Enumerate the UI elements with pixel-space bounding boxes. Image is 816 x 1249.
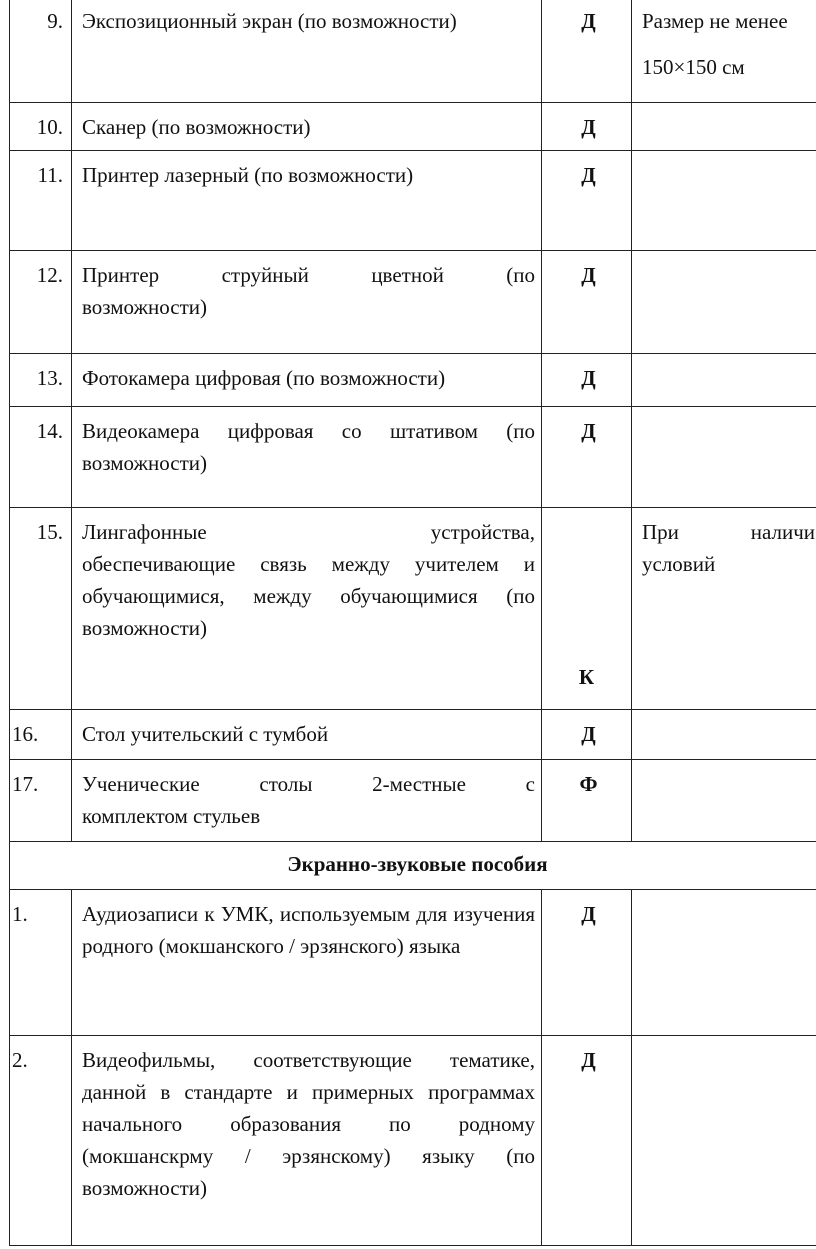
item-code: Д	[542, 151, 632, 251]
item-name	[72, 407, 542, 508]
item-name: Аудиозаписи к УМК, используемым для изучения родного (мокшанского / эрзянского) языка	[72, 890, 542, 1036]
item-code: Д	[542, 251, 632, 354]
equipment-table	[9, 0, 816, 1246]
item-name	[72, 251, 542, 354]
item-code: Д	[542, 710, 632, 760]
item-name-line: Лингафонные устройства,	[82, 520, 535, 544]
item-name: Сканер (по возможности)	[72, 103, 542, 151]
item-name-line: комплектом стульев	[82, 804, 261, 828]
item-name-line: Принтер струйный цветной (по	[82, 263, 535, 287]
item-name: Экспозиционный экран (по возможности)	[72, 0, 542, 103]
item-name: Фотокамера цифровая (по возможности)	[72, 354, 542, 407]
row-number: 13.	[10, 354, 72, 407]
table-row	[10, 103, 816, 151]
row-number: 17.	[10, 760, 72, 842]
item-code: Д	[542, 354, 632, 407]
table-row	[10, 760, 816, 842]
table-row	[10, 407, 816, 508]
item-code: Ф	[542, 760, 632, 842]
row-number: 14.	[10, 407, 72, 508]
item-note	[632, 890, 816, 1036]
item-code: Д	[542, 103, 632, 151]
item-code: Д	[542, 407, 632, 508]
item-name-line: Ученические столы 2-местные с	[82, 772, 535, 796]
row-number: 10.	[10, 103, 72, 151]
note-line: условий	[642, 552, 716, 576]
item-note	[632, 251, 816, 354]
table-row	[10, 0, 816, 103]
row-number: 1.	[10, 890, 72, 1036]
section-row	[10, 842, 816, 890]
row-number: 12.	[10, 251, 72, 354]
item-code	[542, 508, 632, 710]
item-code: Д	[542, 1036, 632, 1246]
item-name: Стол учительский с тумбой	[72, 710, 542, 760]
item-name-line: возможности)	[82, 451, 208, 475]
item-name-line: Видеокамера цифровая со штативом (по	[82, 419, 535, 443]
table-row	[10, 151, 816, 251]
item-name	[72, 760, 542, 842]
item-note	[632, 0, 816, 103]
table-row	[10, 710, 816, 760]
item-note	[632, 1036, 816, 1246]
item-note	[632, 760, 816, 842]
item-name: Принтер лазерный (по возможности)	[72, 151, 542, 251]
row-number: 11.	[10, 151, 72, 251]
note-line: Размер не менее	[642, 9, 788, 33]
item-code: Д	[542, 890, 632, 1036]
row-number: 2.	[10, 1036, 72, 1246]
table-row	[10, 251, 816, 354]
item-code: Д	[542, 0, 632, 103]
item-note	[632, 151, 816, 251]
table-row	[10, 508, 816, 710]
item-note	[632, 103, 816, 151]
table-row	[10, 890, 816, 1036]
item-note	[632, 407, 816, 508]
item-code-label: К	[578, 665, 595, 689]
section-title: Экранно-звуковые пособия	[10, 842, 816, 890]
item-name-line: обеспечивающие связь между учителем и обучающимися, между обучающимися (по возможности)	[82, 552, 535, 640]
item-name-line: возможности)	[82, 295, 208, 319]
item-name	[72, 508, 542, 710]
item-name: Видеофильмы, соответствующие тематике, данной в стандарте и примерных программах начального образования по родному (мокшанскрму / эрзянскому) языку (по возможности)	[72, 1036, 542, 1246]
row-number: 16.	[10, 710, 72, 760]
table-row	[10, 354, 816, 407]
row-number: 15.	[10, 508, 72, 710]
item-note	[632, 354, 816, 407]
item-note	[632, 508, 816, 710]
row-number: 9.	[10, 0, 72, 103]
note-line: 150×150 см	[642, 55, 745, 79]
item-note	[632, 710, 816, 760]
note-line: При наличи	[642, 520, 815, 544]
table-row	[10, 1036, 816, 1246]
